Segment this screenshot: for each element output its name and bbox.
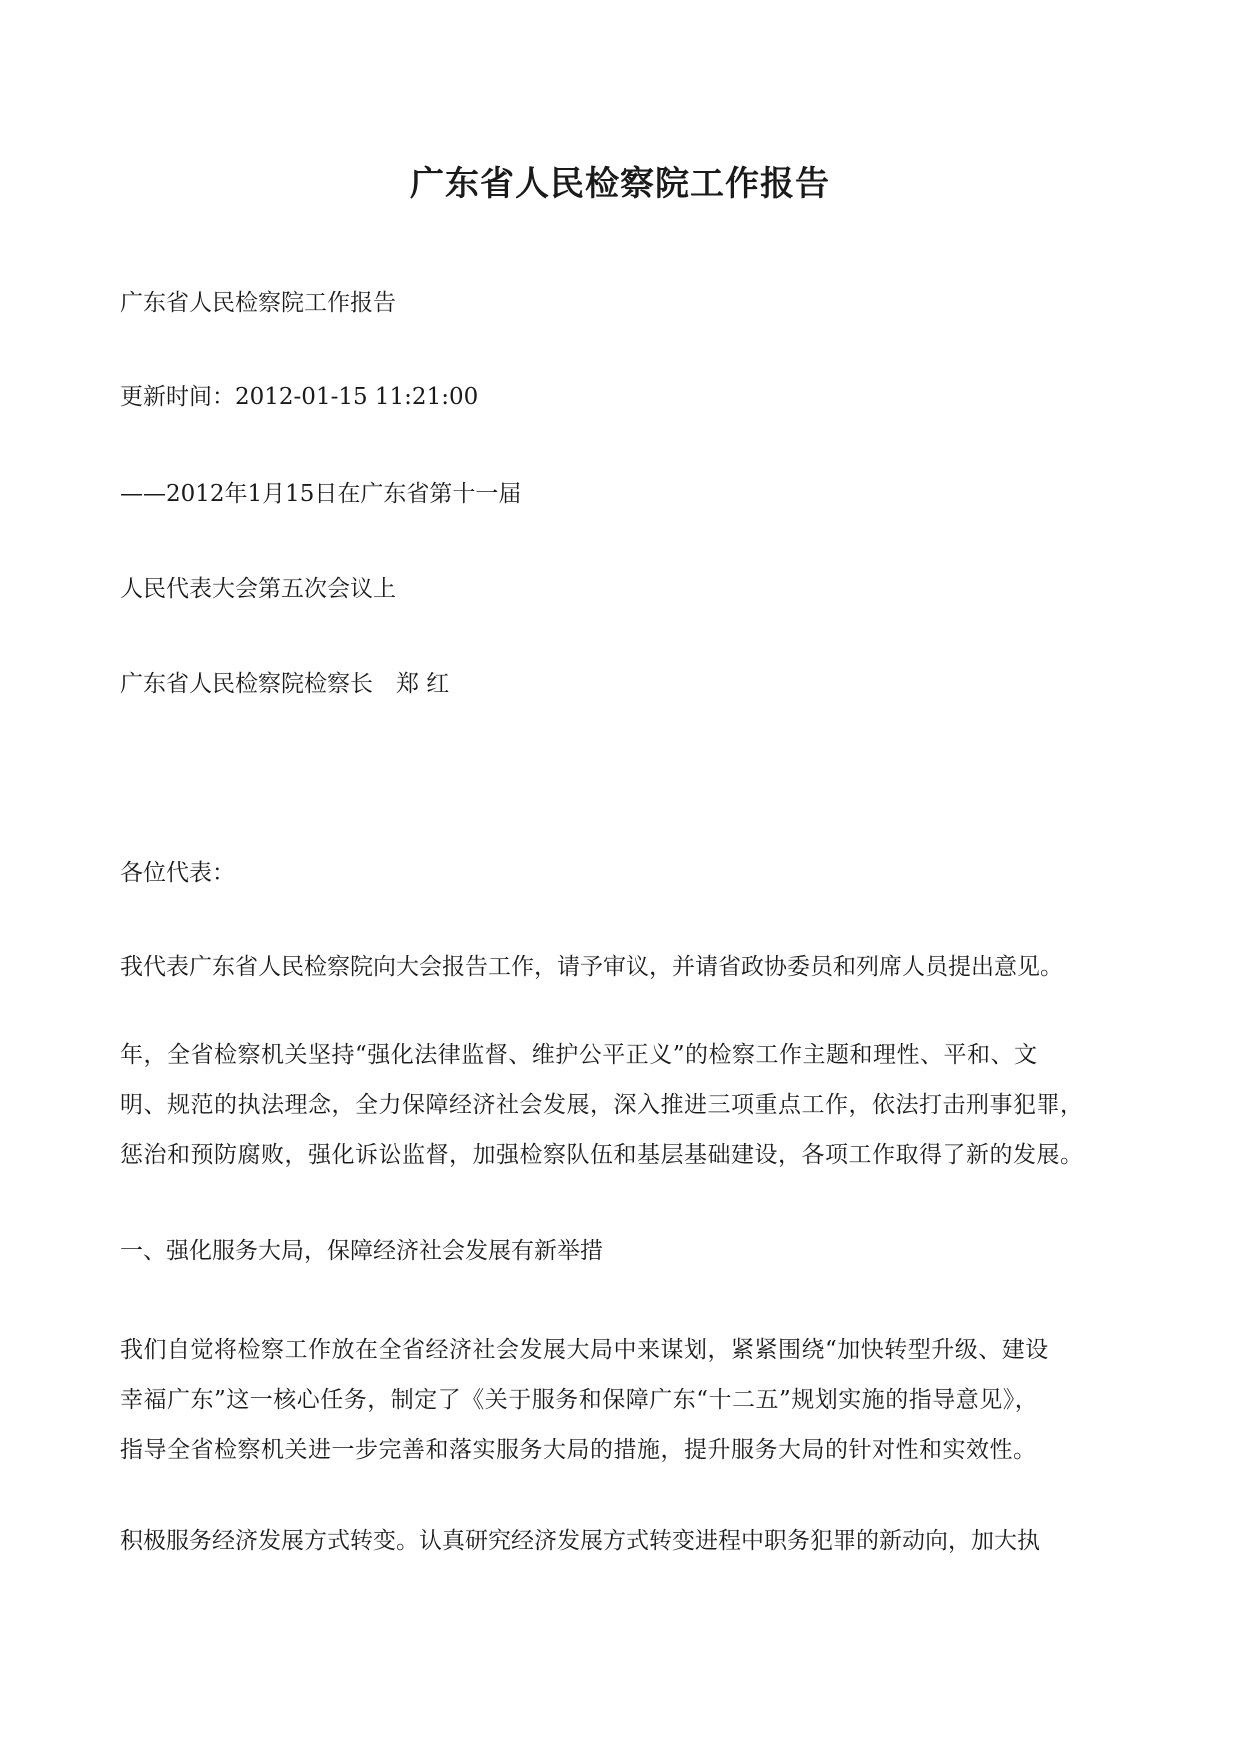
venue-line: 人民代表大会第五次会议上 — [120, 576, 396, 602]
update-time: 更新时间：2012-01-15 11:21:00 — [120, 384, 479, 410]
summary-line: 明、规范的执法理念，全力保障经济社会发展，深入推进三项重点工作，依法打击刑事犯罪， — [120, 1092, 1084, 1118]
closing-line: 积极服务经济发展方式转变。认真研究经济发展方式转变进程中职务犯罪的新动向，加大执 — [120, 1528, 1040, 1554]
dateline: ——2012年1月15日在广东省第十一届 — [120, 481, 522, 507]
document-subtitle: 广东省人民检察院工作报告 — [120, 290, 396, 316]
summary-paragraph — [120, 1030, 1130, 1180]
summary-line: 惩治和预防腐败，强化诉讼监督，加强检察队伍和基层基础建设，各项工作取得了新的发展。 — [120, 1142, 1084, 1168]
section-body-line: 幸福广东”这一核心任务，制定了《关于服务和保障广东“十二五”规划实施的指导意见》， — [120, 1387, 1039, 1413]
summary-line: 年，全省检察机关坚持“强化法律监督、维护公平正义”的检察工作主题和理性、平和、文 — [120, 1042, 1038, 1068]
section-body-line: 指导全省检察机关进一步完善和落实服务大局的措施，提升服务大局的针对性和实效性。 — [120, 1437, 1037, 1463]
section-body-line: 我们自觉将检察工作放在全省经济社会发展大局中来谋划，紧紧围绕“加快转型升级、建设 — [120, 1337, 1049, 1363]
section-heading: 一、强化服务大局，保障经济社会发展有新举措 — [120, 1238, 603, 1264]
page-title: 广东省人民检察院工作报告 — [410, 164, 830, 204]
author-line: 广东省人民检察院检察长 郑 红 — [120, 671, 450, 697]
intro-paragraph: 我代表广东省人民检察院向大会报告工作，请予审议，并请省政协委员和列席人员提出意见。 — [120, 954, 1063, 980]
section-body-paragraph — [120, 1325, 1130, 1475]
salutation: 各位代表： — [120, 860, 235, 886]
